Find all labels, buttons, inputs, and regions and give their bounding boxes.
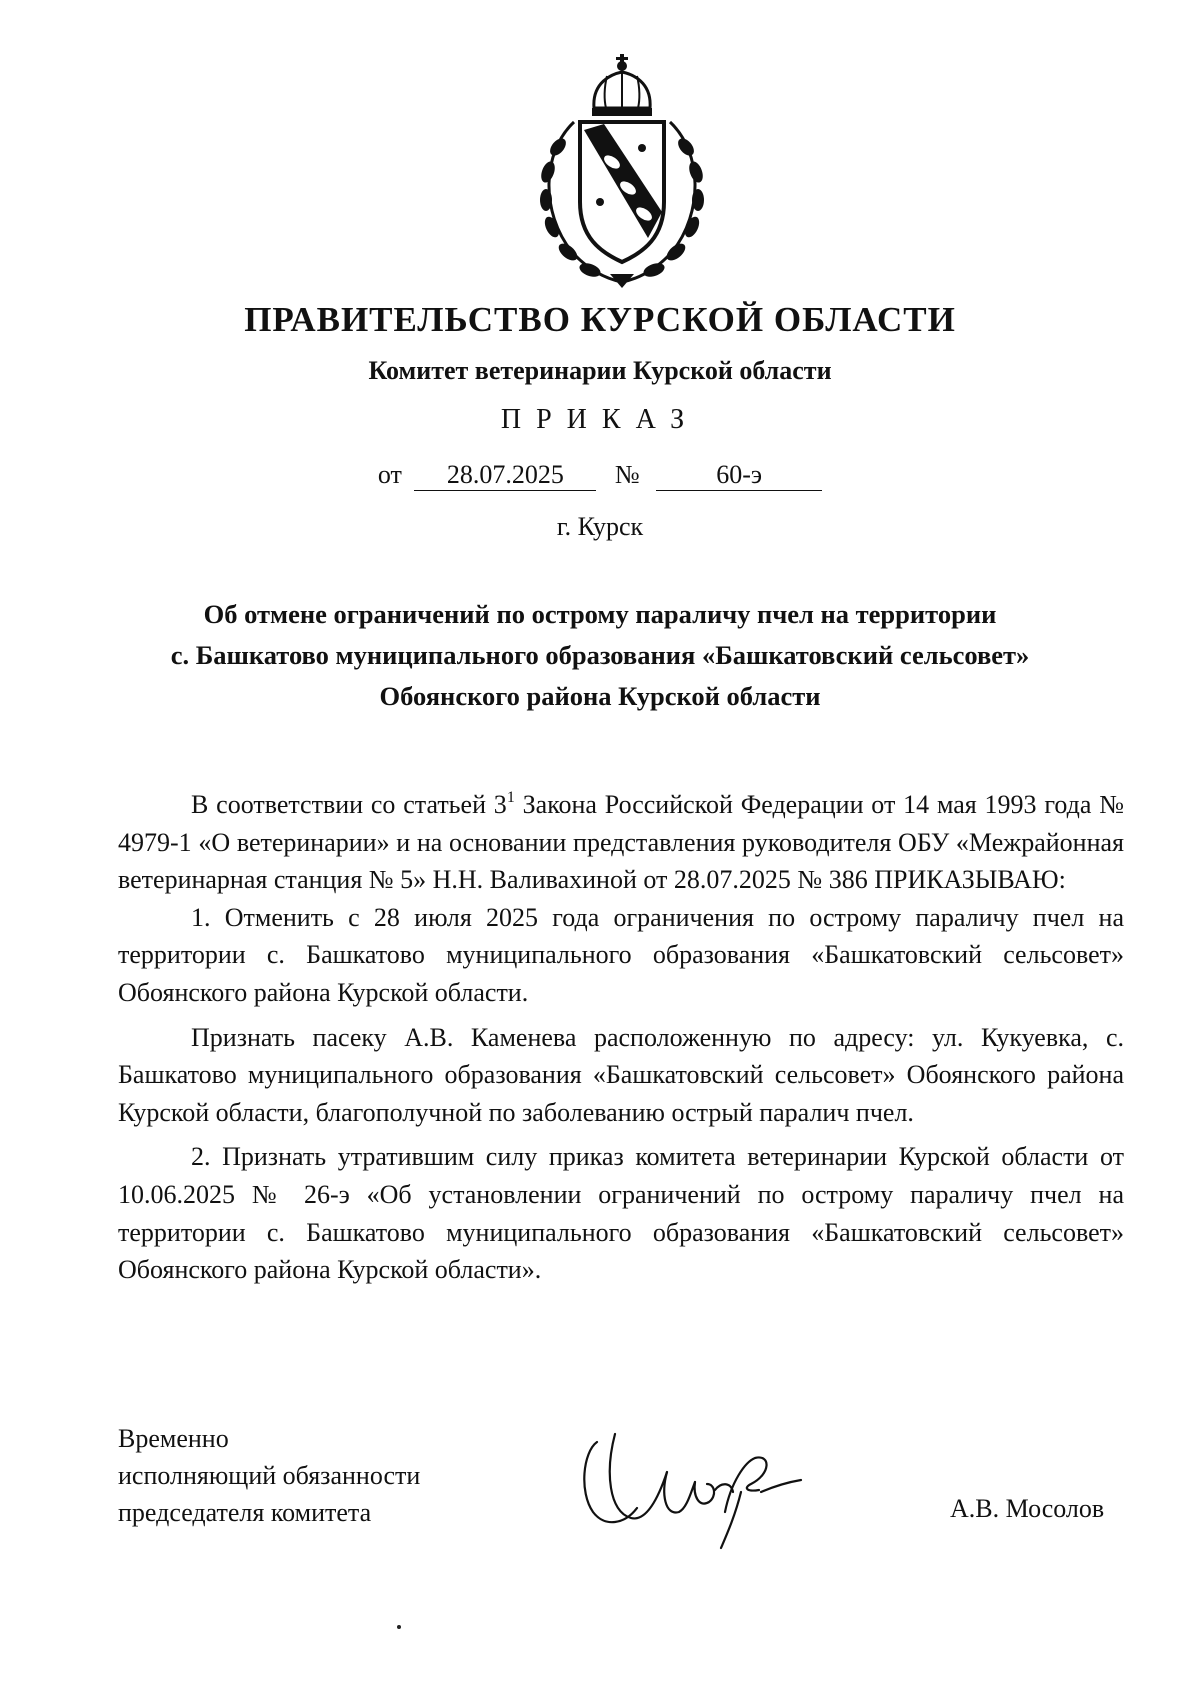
order-date-number-line bbox=[0, 460, 1200, 494]
coat-of-arms-icon bbox=[522, 52, 722, 290]
article-superscript: 1 bbox=[506, 789, 515, 806]
committee-name: Комитет ветеринарии Курской области bbox=[368, 356, 832, 385]
subject-line: Обоянского района Курской области bbox=[379, 681, 821, 711]
signature-icon bbox=[575, 1412, 825, 1552]
preamble-end: Закона Российской Федерации от 14 мая 1993 года № 4979-1 «О ветеринарии» и на основании представления руководителя ОБУ «Межрайонная ветеринарная станция № 5» Н.Н. Валивахиной от 28.07.2025 № 386 ПРИКАЗЫВАЮ: bbox=[118, 790, 1125, 895]
subject-line: Об отмене ограничений по острому параличу пчел на территории bbox=[203, 599, 997, 629]
signatory-title-line: Временно bbox=[118, 1424, 229, 1453]
number-sign: № bbox=[614, 460, 640, 489]
order-date: 28.07.2025 bbox=[414, 460, 596, 491]
subject-line: с. Башкатово муниципального образования «Башкатовский сельсовет» bbox=[170, 640, 1030, 670]
order-body bbox=[118, 786, 1124, 1289]
item-1-extra-paragraph: Признать пасеку А.В. Каменева расположенную по адресу: ул. Кукуевка, с. Башкатово муниципального образования «Башкатовский сельсовет» Обоянского района Курской области, благополучной по заболеванию острый паралич пчел. bbox=[118, 1022, 1124, 1127]
stray-dot bbox=[397, 1625, 401, 1629]
order-subject bbox=[0, 594, 1200, 717]
government-title: ПРАВИТЕЛЬСТВО КУРСКОЙ ОБЛАСТИ bbox=[244, 300, 956, 339]
signatory-title-line: исполняющий обязанности bbox=[118, 1461, 421, 1490]
item-1-paragraph: 1. Отменить с 28 июля 2025 года ограничения по острому параличу пчел на территории с. Башкатово муниципального образования «Башкатовский сельсовет» Обоянского района Курской области. bbox=[118, 902, 1124, 1007]
order-number: 60-э bbox=[656, 460, 822, 491]
item-2-paragraph: 2. Признать утратившим силу приказ комитета ветеринарии Курской области от 10.06.2025 № 26-э «Об установлении ограничений по острому параличу пчел на территории с. Башкатово муниципального образования «Башкатовский сельсовет» Обоянского района Курской области». bbox=[118, 1142, 1124, 1285]
preamble-paragraph bbox=[118, 786, 1124, 899]
signatory-name: А.В. Мосолов bbox=[950, 1494, 1105, 1523]
preamble-start: В соответствии со статьей 3 bbox=[191, 790, 507, 819]
date-prefix: от bbox=[377, 460, 402, 489]
signatory-title bbox=[118, 1420, 420, 1531]
document-type: ПРИКАЗ bbox=[500, 404, 700, 435]
signatory-title-line: председателя комитета bbox=[118, 1498, 372, 1527]
order-city: г. Курск bbox=[556, 512, 644, 541]
